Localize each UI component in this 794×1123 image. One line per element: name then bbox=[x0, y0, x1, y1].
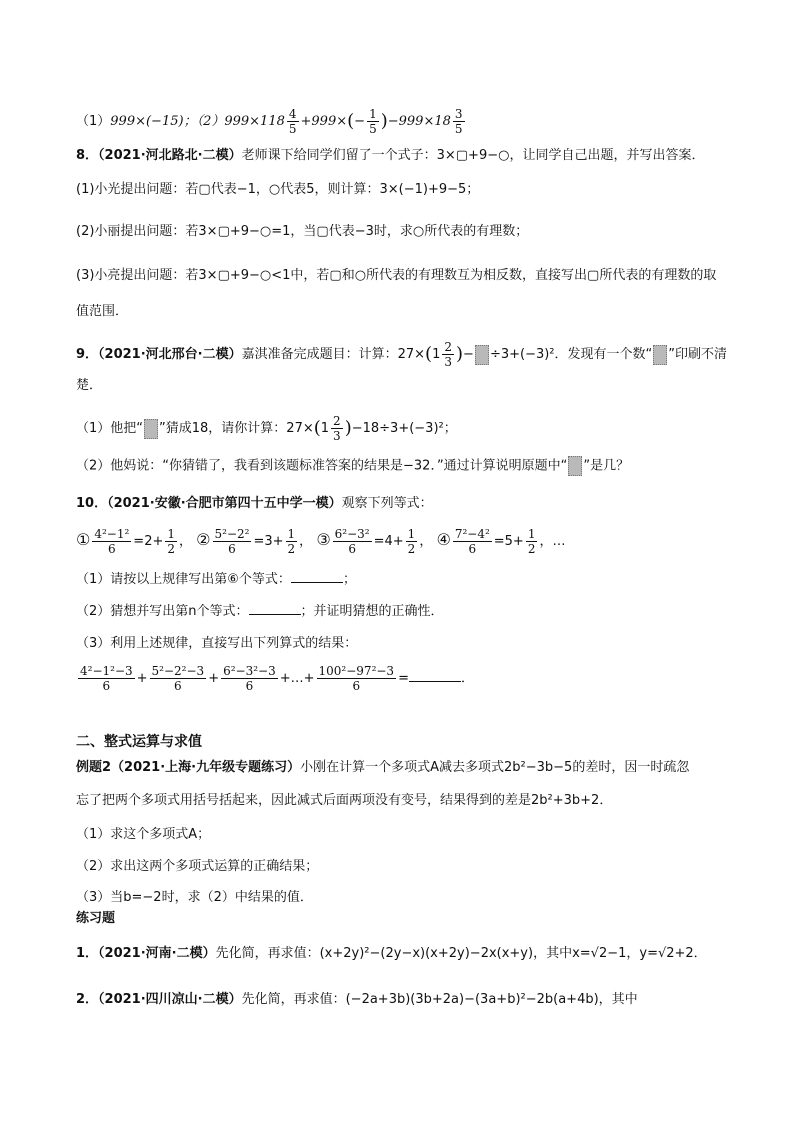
smudged-number-box bbox=[475, 345, 489, 365]
question-10-part-3: （3）利用上述规律，直接写出下列算式的结果： bbox=[76, 636, 358, 651]
practice-heading: 练习题 bbox=[76, 911, 116, 926]
question-10-equations: ① $\frac{\text{4²−1²}}{6}$ =2+ $\frac{1}{2}$ ， ② $\frac{\text{5²−2²}}{6}$ =3+ $\frac{1}{2}$ ， ③ $\frac{\text{6²−3²}}{6}$ =4+ $\frac{1}{2}$ ， ④ $\frac{\text{7²−4²}}{6}$ =5+ $\frac{1}{2}$ ，… bbox=[76, 527, 566, 556]
question-9-part-1: （1）他把“ ”猜成18，请你计算：27×(1 $\frac{2}{3}$ )−18÷3+(−3)²； bbox=[76, 414, 457, 443]
smudged-number-box bbox=[568, 456, 582, 476]
practice-1: 1．（2021·河南·二模）先化简，再求值：(x+2y)²−(2y−x)(x+2y)−2x(x+y)，其中x=√2−1，y=√2+2． bbox=[76, 946, 707, 961]
example-2-cont: 忘了把两个多项式用括号括起来，因此减式后面两项没有变号，结果得到的差是2b²+3b+2． bbox=[76, 793, 613, 808]
question-8-part-2: (2)小丽提出问题：若3×▢+9−○=1，当▢代表−3时，求○所代表的有理数； bbox=[76, 224, 529, 239]
answer-blank[interactable] bbox=[409, 669, 461, 682]
example-2-part-3: （3）当b=−2时，求（2）中结果的值． bbox=[76, 890, 313, 905]
smudged-number-box bbox=[653, 345, 667, 365]
question-8-part-3: (3)小亮提出问题：若3×▢+9−○<1中，若▢和○所代表的有理数互为相反数，直接写出▢所代表的有理数的取 bbox=[76, 268, 717, 283]
question-8: 8．（2021·河北路北·二模）老师课下给同学们留了一个式子：3×▢+9−○，让同学自己出题，并写出答案． bbox=[76, 148, 705, 163]
example-2-part-1: （1）求这个多项式A； bbox=[76, 827, 211, 842]
question-9-part-2: （2）他妈说：“你猜错了，我看到该题标准答案的结果是−32．”通过计算说明原题中“ ”是几？ bbox=[76, 456, 629, 477]
answer-blank[interactable] bbox=[249, 602, 301, 615]
question-10-part-2: （2）猜想并写出第n个等式： ；并证明猜想的正确性． bbox=[76, 604, 444, 619]
question-10-sum: $\frac{\text{4²−1²−3}}{6}$ + $\frac{\text{5²−2²−3}}{6}$ + $\frac{\text{6²−3²−3}}{6}$ +…+ $\frac{\text{100²−97²−3}}{6}$ = ． bbox=[80, 664, 474, 693]
answer-blank[interactable] bbox=[291, 570, 343, 583]
section-heading: 二、整式运算与求值 bbox=[76, 734, 202, 750]
question-9-cont: 楚． bbox=[76, 378, 103, 393]
question-8-part-1: (1)小光提出问题：若▢代表−1，○代表5，则计算：3×(−1)+9−5； bbox=[76, 182, 480, 197]
practice-2: 2．（2021·四川凉山·二模）先化简，再求值：(−2a+3b)(3b+2a)−(3a+b)²−2b(a+4b)，其中 bbox=[76, 992, 638, 1007]
question-10-part-1: （1）请按以上规律写出第⑥个等式： ； bbox=[76, 572, 356, 587]
example-2-part-2: （2）求出这两个多项式运算的正确结果； bbox=[76, 859, 319, 874]
example-2: 例题2（2021·上海·九年级专题练习）小刚在计算一个多项式A减去多项式2b²−3b−5的差时，因一时疏忽 bbox=[76, 760, 690, 775]
exercise-line-1: （1）999×(−15)；（2）999×118 $\frac{4}{5}$ +999×(− $\frac{1}{5}$ )−999×18 $\frac{3}{5}$ bbox=[76, 107, 463, 136]
smudged-number-box bbox=[144, 419, 158, 439]
question-10: 10．（2021·安徽·合肥市第四十五中学一模）观察下列等式： bbox=[76, 496, 433, 511]
question-8-part-3-cont: 值范围． bbox=[76, 304, 129, 319]
question-9: 9．（2021·河北邢台·二模）嘉淇准备完成题目：计算：27×(1 $\frac{2}{3}$ )− ÷3+(−3)²．发现有一个数“ ”印刷不清 bbox=[76, 340, 727, 369]
